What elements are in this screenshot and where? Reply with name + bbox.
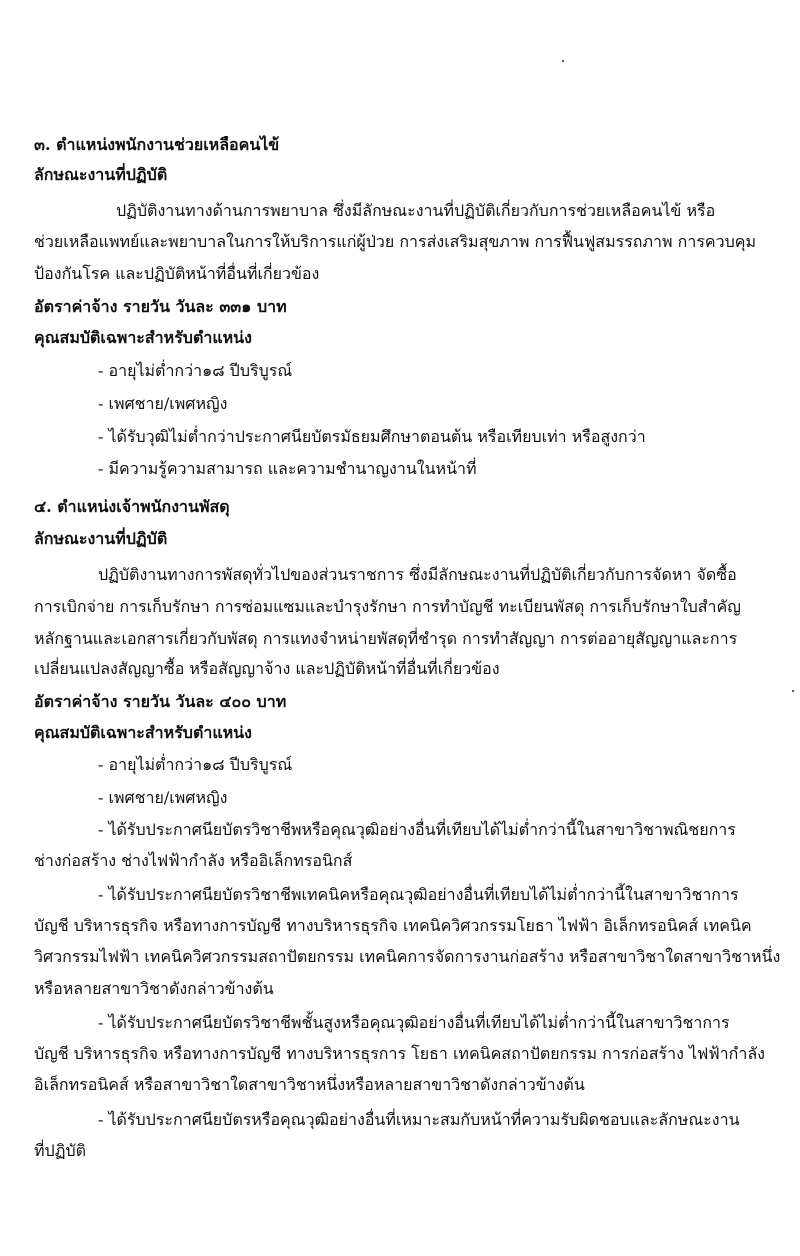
qualification-vocational-cert: - ได้รับประกาศนียบัตรวิชาชีพหรือคุณวุฒิอย่างอื่นที่เทียบได้ไม่ต่ำกว่านี้ในสาขาวิชาพณิชยการ <box>98 820 736 839</box>
scan-speck <box>792 690 794 692</box>
scan-speck <box>562 60 564 62</box>
section4-qualifications-heading: คุณสมบัติเฉพาะสำหรับตำแหน่ง <box>34 723 252 742</box>
section3-duties-heading: ลักษณะงานที่ปฏิบัติ <box>34 165 168 184</box>
section4-duties-line: การเบิกจ่าย การเก็บรักษา การซ่อมแซมและบำรุงรักษา การทำบัญชี ทะเบียนพัสดุ การเก็บรักษาใบสำคัญ <box>34 597 741 616</box>
qualification-technical-cert: วิศวกรรมไฟฟ้า เทคนิควิศวกรรมสถาปัตยกรรม เทคนิคการจัดการงานก่อสร้าง หรือสาขาวิชาใดสาขาวิชาหนึ่ง <box>34 947 781 966</box>
qualification-technical-cert: บัญชี บริหารธุรกิจ หรือทางการบัญชี ทางบริหารธุรกิจ เทคนิควิศวกรรมโยธา ไฟฟ้า อิเล็กทรอนิคส์ เทคนิค <box>34 916 752 935</box>
qualification-higher-cert: อิเล็กทรอนิคส์ หรือสาขาวิชาใดสาขาวิชาหนึ่งหรือหลายสาขาวิชาดังกล่าวข้างต้น <box>34 1075 585 1094</box>
qualification-item: - อายุไม่ต่ำกว่า๑๘ ปีบริบูรณ์ <box>98 755 293 774</box>
qualification-item: - เพศชาย/เพศหญิง <box>98 788 228 807</box>
qualification-technical-cert: หรือหลายสาขาวิชาดังกล่าวข้างต้น <box>34 979 274 998</box>
section4-duties-heading: ลักษณะงานที่ปฏิบัติ <box>34 529 168 548</box>
qualification-item: - เพศชาย/เพศหญิง <box>98 394 228 413</box>
section4-heading: ๔. ตำแหน่งเจ้าพนักงานพัสดุ <box>34 497 230 516</box>
qualification-other-cert: ที่ปฏิบัติ <box>34 1141 86 1160</box>
qualification-item: - อายุไม่ต่ำกว่า๑๘ ปีบริบูรณ์ <box>98 361 293 380</box>
qualification-technical-cert: - ได้รับประกาศนียบัตรวิชาชีพเทคนิคหรือคุณวุฒิอย่างอื่นที่เทียบได้ไม่ต่ำกว่านี้ในสาขาวิชาการ <box>98 885 739 904</box>
section4-wage: อัตราค่าจ้าง รายวัน วันละ ๔๐๐ บาท <box>34 692 287 711</box>
section4-duties-line: ปฏิบัติงานทางการพัสดุทั่วไปของส่วนราชการ ซึ่งมีลักษณะงานที่ปฏิบัติเกี่ยวกับการจัดหา จัดซื้อ <box>98 565 737 584</box>
section3-duties-line: ช่วยเหลือแพทย์และพยาบาลในการให้บริการแก่ผู้ป่วย การส่งเสริมสุขภาพ การฟื้นฟูสมรรถภาพ การควบคุม <box>34 232 757 251</box>
section4-duties-line: เปลี่ยนแปลงสัญญาซื้อ หรือสัญญาจ้าง และปฏิบัติหน้าที่อื่นที่เกี่ยวข้อง <box>34 659 500 678</box>
qualification-item: - ได้รับวุฒิไม่ต่ำกว่าประกาศนียบัตรมัธยมศึกษาตอนต้น หรือเทียบเท่า หรือสูงกว่า <box>98 427 646 446</box>
section3-duties-line: ปฏิบัติงานทางด้านการพยาบาล ซึ่งมีลักษณะงานที่ปฏิบัติเกี่ยวกับการช่วยเหลือคนไข้ หรือ <box>116 201 716 220</box>
section3-duties-line: ป้องกันโรค และปฏิบัติหน้าที่อื่นที่เกี่ยวข้อง <box>34 264 320 283</box>
section3-heading: ๓. ตำแหน่งพนักงานช่วยเหลือคนไข้ <box>34 135 280 154</box>
qualification-higher-cert: บัญชี บริหารธุรกิจ หรือทางการบัญชี ทางบริหารธุรการ โยธา เทคนิคสถาปัตยกรรม การก่อสร้าง ไฟฟ้ากำลัง <box>34 1044 765 1063</box>
section4-duties-line: หลักฐานและเอกสารเกี่ยวกับพัสดุ การแทงจำหน่ายพัสดุที่ชำรุด การทำสัญญา การต่ออายุสัญญาและการ <box>34 629 738 648</box>
qualification-higher-cert: - ได้รับประกาศนียบัตรวิชาชีพชั้นสูงหรือคุณวุฒิอย่างอื่นที่เทียบได้ไม่ต่ำกว่านี้ในสาขาวิชาการ <box>98 1013 730 1032</box>
qualification-item: - มีความรู้ความสามารถ และความชำนาญงานในหน้าที่ <box>98 459 477 478</box>
qualification-vocational-cert: ช่างก่อสร้าง ช่างไฟฟ้ากำลัง หรืออิเล็กทรอนิกส์ <box>34 851 353 870</box>
section3-qualifications-heading: คุณสมบัติเฉพาะสำหรับตำแหน่ง <box>34 328 252 347</box>
section3-wage: อัตราค่าจ้าง รายวัน วันละ ๓๓๑ บาท <box>34 297 287 316</box>
qualification-other-cert: - ได้รับประกาศนียบัตรหรือคุณวุฒิอย่างอื่นที่เหมาะสมกับหน้าที่ความรับผิดชอบและลักษณะงาน <box>98 1110 740 1129</box>
